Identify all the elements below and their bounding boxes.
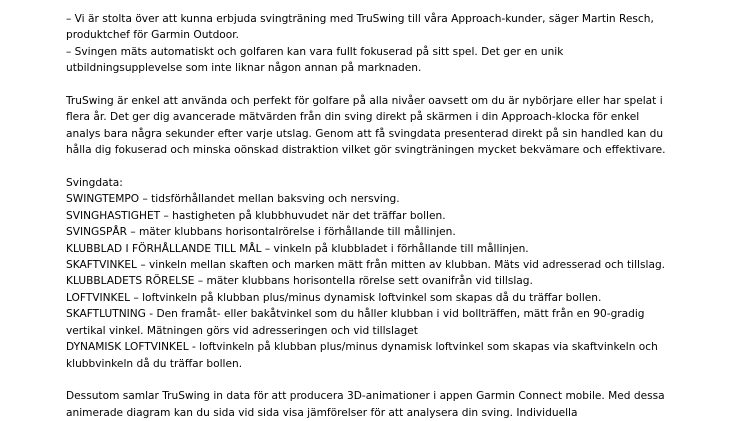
swing-data-item-tempo: SWINGTEMPO – tidsförhållandet mellan baksving och nersving. [66, 193, 400, 206]
truswing-description-paragraph: TruSwing är enkel att använda och perfekt för golfare på alla nivåer oavsett om du är nybörjare eller har spelat i flera år. Det ger dig avancerade mätvärden från din sving direkt på skärmen i din Approach-klocka för enkel analys bara några sekunder efter varje utslag. Genom att få svingdata presenterad direkt på sin handled kan du hålla dig fokuserad och minska oönskad distraktion vilket gör svingträningen mycket bekvämare och effektivare. [66, 95, 666, 157]
paragraph-spacer [66, 159, 666, 175]
swing-data-heading: Svingdata: [66, 177, 123, 190]
swing-data-item-face-to-target: KLUBBLAD I FÖRHÅLLANDE TILL MÅL – vinkeln på klubbladet i förhållande till mållinjen. [66, 242, 529, 255]
swing-data-item-face-movement: KLUBBLADETS RÖRELSE – mäter klubbans horisontella rörelse sett ovanifrån vid tillslag. [66, 275, 533, 288]
closing-paragraph: Dessutom samlar TruSwing in data för att producera 3D-animationer i appen Garmin Connect mobile. Med dessa animerade diagram kan du sida vid sida visa jämförelser för att analysera din sving. Individuella [66, 390, 665, 419]
swing-data-item-shaft-angle: SKAFTVINKEL – vinkeln mellan skaften och marken mätt från mitten av klubban. Mäts vid adresserad och tillslag. [66, 259, 666, 272]
swing-data-item-loft-angle: LOFTVINKEL – loftvinkeln på klubban plus/minus dynamisk loftvinkel som skapas då du träffar bollen. [66, 291, 602, 304]
paragraph-spacer [66, 372, 666, 388]
swing-data-item-shaft-lean: SKAFTLUTNING - Den framåt- eller bakåtvinkel som du håller klubban i vid bollträffen, mätt från en 90-gradig vertikal vinkel. Mätningen görs vid adresseringen och vid tillslaget [66, 308, 645, 337]
swing-data-item-dynamic-loft: DYNAMISK LOFTVINKEL - loftvinkeln på klubban plus/minus dynamisk loftvinkel som skapas via skaftvinkeln och klubbvinkeln då du träffar bollen. [66, 341, 658, 370]
swing-data-item-speed: SVINGHASTIGHET – hastigheten på klubbhuvudet när det träffar bollen. [66, 209, 446, 222]
swing-data-item-path: SVINGSPÅR – mäter klubbans horisontalrörelse i förhållande till mållinjen. [66, 226, 456, 239]
quote-paragraph-2: – Svingen mäts automatiskt och golfaren kan vara fullt fokuserad på sitt spel. Det ger en unik utbildningsupplevelse som inte liknar någon annan på marknaden. [66, 45, 564, 75]
quote-paragraph-1: – Vi är stolta över att kunna erbjuda svingträning med TruSwing till våra Approach-kunder, säger Martin Resch, produktchef för Garmin Outdoor. [66, 13, 654, 42]
paragraph-spacer [66, 77, 666, 93]
document-body [66, 11, 666, 421]
